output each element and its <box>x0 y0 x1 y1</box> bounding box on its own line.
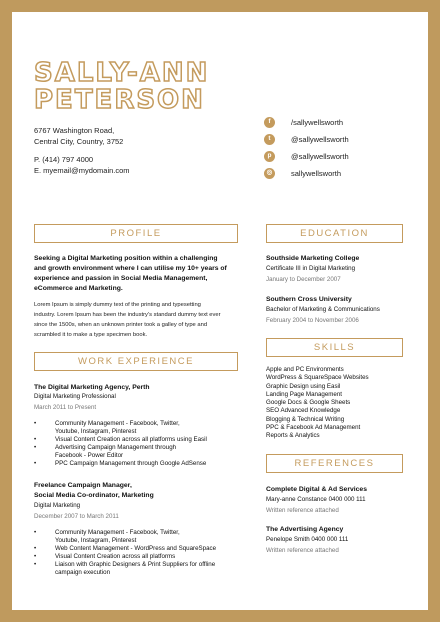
job-entry <box>34 481 244 577</box>
name-line-2: PETERSON <box>34 85 205 115</box>
email-address[interactable]: E. myemail@mydomain.com <box>34 166 130 175</box>
job-role: Digital Marketing <box>34 502 81 509</box>
study-date: January to December 2007 <box>266 276 341 283</box>
list-item: • Community Management - Facebook, Twitter, Youtube, Instagram, Pinterest <box>34 420 180 435</box>
list-item: • Visual Content Creation across all platforms using Easil <box>34 436 207 443</box>
referee-contact: Penelope Smith 0400 000 111 <box>266 536 349 543</box>
address-line-1: 6767 Washington Road, <box>34 126 115 135</box>
job-duties <box>34 420 244 468</box>
social-handle: @sallywellsworth <box>291 135 349 144</box>
social-handle: sallywellsworth <box>291 169 342 178</box>
social-facebook[interactable] <box>264 114 349 131</box>
list-item: • Liaison with Graphic Designers & Print Suppliers for offline campaign execution <box>34 561 216 576</box>
social-handle: /sallywellsworth <box>291 118 344 127</box>
work-experience-heading: WORK EXPERIENCE <box>34 352 238 371</box>
twitter-icon: t <box>264 134 275 145</box>
skills-list <box>266 366 369 441</box>
facebook-icon: f <box>264 117 275 128</box>
address-line-2: Central City, Country, 3752 <box>34 137 124 146</box>
list-item: • Visual Content Creation across all platforms <box>34 553 176 560</box>
text-line: experience and passion in Social Media Management, <box>34 275 208 282</box>
name-line-1: SALLY-ANN <box>34 58 210 88</box>
education-entry <box>266 254 416 286</box>
text-line: Lorem Ipsum is simply dummy text of the printing and typesetting <box>34 302 201 308</box>
job-title: Freelance Campaign Manager, <box>34 482 132 489</box>
study-date: February 2004 to November 2006 <box>266 317 359 324</box>
list-item: Google Docs & Google Sheets <box>266 399 351 407</box>
contact-block <box>34 125 130 176</box>
profile-body <box>34 300 244 340</box>
reference-entry <box>266 525 416 557</box>
phone-number: P. (414) 797 4000 <box>34 155 94 164</box>
list-item: PPC & Facebook Ad Management <box>266 424 361 432</box>
school-name: Southside Marketing College <box>266 255 360 262</box>
list-item: SEO Advanced Knowledge <box>266 407 341 415</box>
skills-heading: SKILLS <box>266 338 403 357</box>
job-date: March 2011 to Present <box>34 404 97 411</box>
list-item: Landing Page Management <box>266 390 343 398</box>
list-item: • Web Content Management - WordPress and SquareSpace <box>34 545 217 552</box>
profile-intro <box>34 254 242 294</box>
list-item: Blogging & Technical Writing <box>266 415 345 423</box>
reference-entry <box>266 485 416 517</box>
candidate-name <box>34 60 209 114</box>
reference-note: Written reference attached <box>266 507 339 514</box>
social-links <box>264 114 349 182</box>
social-handle: @sallywellsworth <box>291 152 349 161</box>
list-item: Reports & Analytics <box>266 432 320 440</box>
profile-heading: PROFILE <box>34 224 238 243</box>
list-item: • Advertising Campaign Management through Facebook - Power Editor <box>34 444 177 459</box>
education-heading: EDUCATION <box>266 224 403 243</box>
education-entry <box>266 295 416 327</box>
list-item: • PPC Campaign Management through Google AdSense <box>34 460 207 467</box>
list-item: • Community Management - Facebook, Twitter, Youtube, Instagram, Pinterest <box>34 529 180 544</box>
list-item: Graphic Design using Easil <box>266 382 341 390</box>
text-line: Seeking a Digital Marketing position within a challenging <box>34 255 218 262</box>
job-date: December 2007 to March 2011 <box>34 513 119 520</box>
school-name: Southern Cross University <box>266 296 352 303</box>
instagram-icon: ◎ <box>264 168 275 179</box>
reference-note: Written reference attached <box>266 547 339 554</box>
text-line: eCommerce and Marketing. <box>34 285 123 292</box>
text-line: industry. Lorem Ipsum has been the industry's standard dummy text ever <box>34 312 221 318</box>
text-line: scrambled it to make a type specimen book. <box>34 332 148 338</box>
referee-company: Complete Digital & Ad Services <box>266 486 367 493</box>
references-heading: REFERENCES <box>266 454 403 473</box>
qualification: Bachelor of Marketing & Communications <box>266 306 380 313</box>
social-twitter[interactable] <box>264 131 349 148</box>
pinterest-icon: p <box>264 151 275 162</box>
list-item: Apple and PC Environments <box>266 366 344 373</box>
referee-contact: Mary-anne Constance 0400 000 111 <box>266 496 366 503</box>
job-entry <box>34 383 244 468</box>
text-line: and growth environment where I can utilise my 10+ years of <box>34 265 227 272</box>
qualification: Certificate III in Digital Marketing <box>266 265 356 272</box>
resume-page <box>12 12 428 610</box>
text-line: since the 1500s, when an unknown printer took a galley of type and <box>34 322 208 328</box>
job-duties <box>34 529 244 577</box>
job-title: The Digital Marketing Agency, Perth <box>34 384 150 391</box>
referee-company: The Advertising Agency <box>266 526 344 533</box>
social-instagram[interactable] <box>264 165 349 182</box>
list-item: WordPress & SquareSpace Websites <box>266 374 369 382</box>
job-role: Digital Marketing Professional <box>34 393 116 400</box>
job-title: Social Media Co-ordinator, Marketing <box>34 492 154 499</box>
social-pinterest[interactable] <box>264 148 349 165</box>
